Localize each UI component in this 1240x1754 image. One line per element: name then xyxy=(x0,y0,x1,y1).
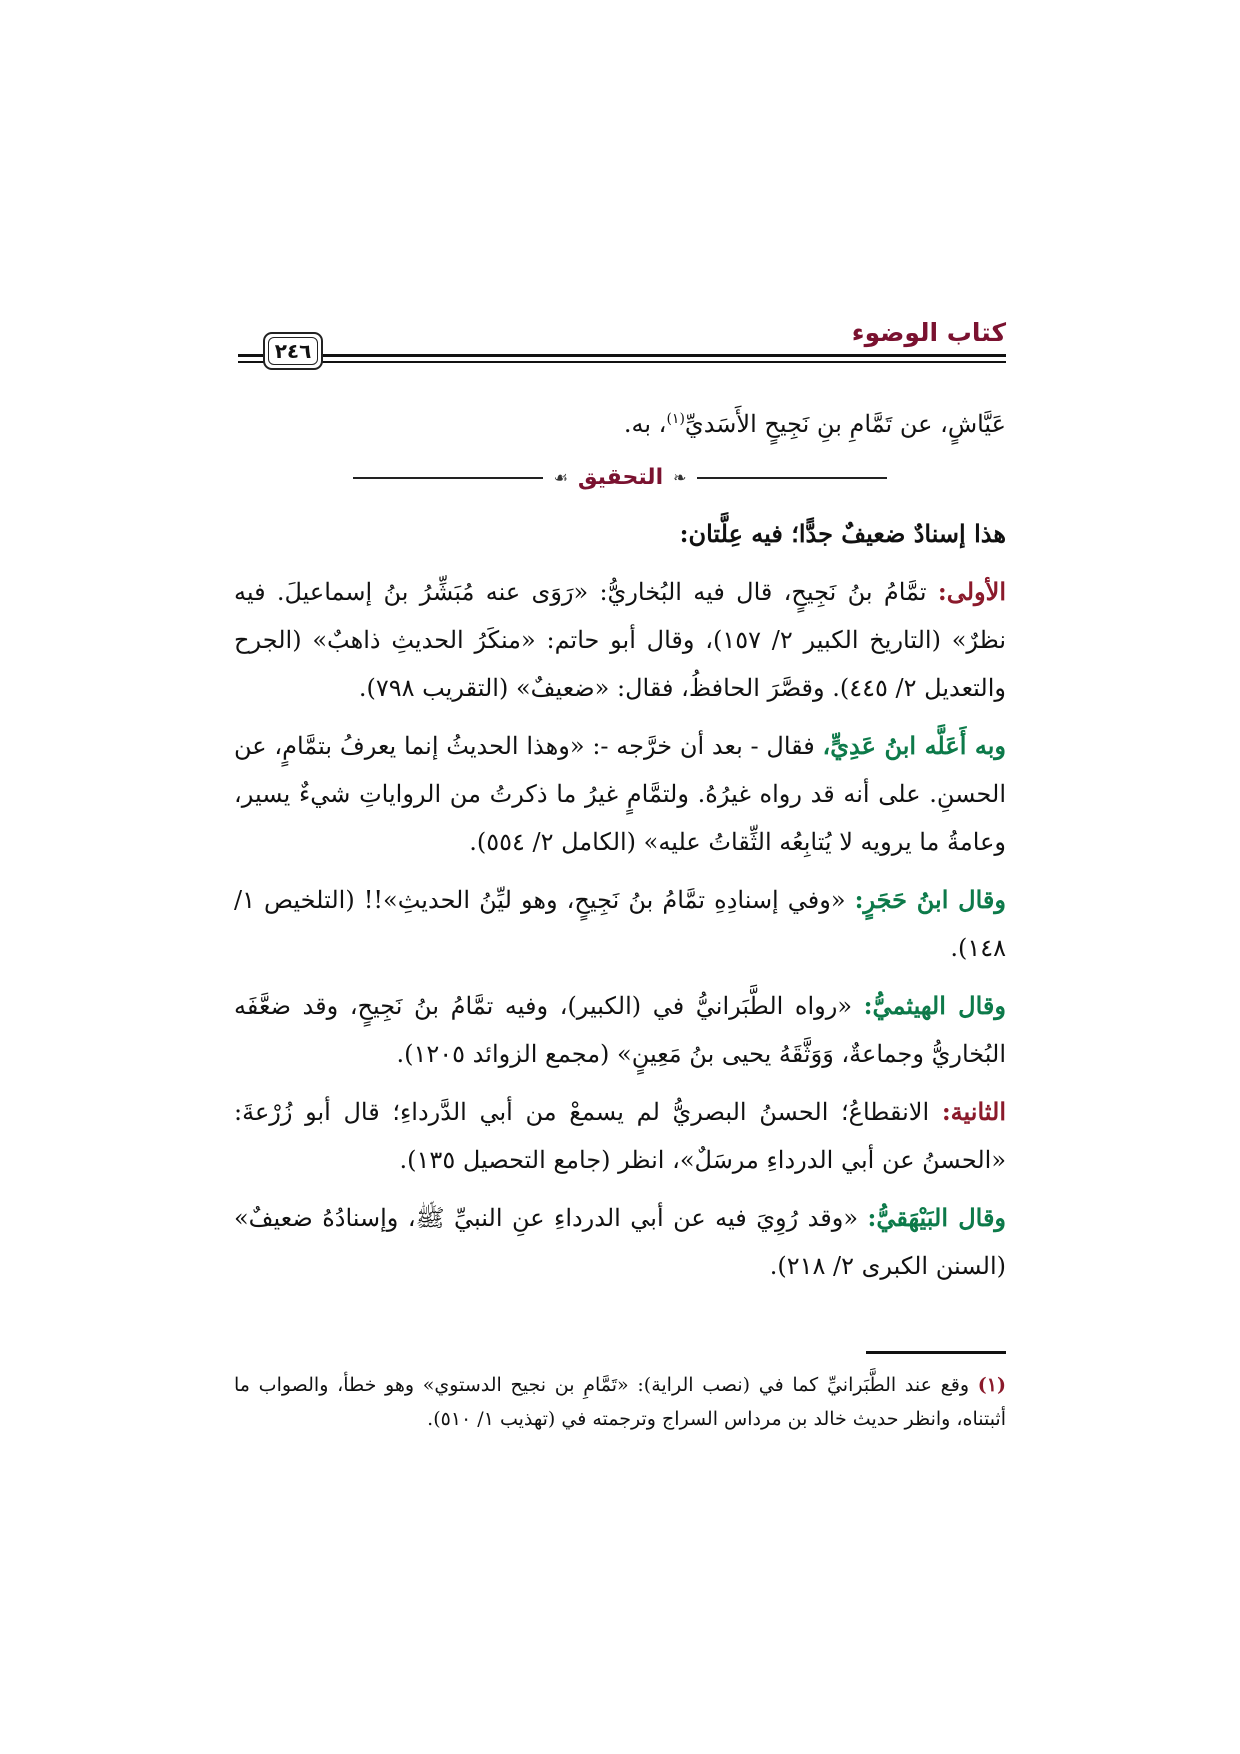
footnote-ref[interactable]: (١) xyxy=(666,411,685,427)
section-title: التحقيق xyxy=(577,465,664,490)
header-rule xyxy=(238,354,1006,357)
ornament-icon: ❧ xyxy=(673,468,687,487)
book-title: كتاب الوضوء xyxy=(851,318,1006,347)
section-divider xyxy=(234,458,1006,498)
page-header xyxy=(238,318,1006,378)
paragraph-lead: وقال البَيْهَقيُّ: xyxy=(867,1203,1007,1232)
verdict-line: هذا إسنادٌ ضعيفٌ جدًّا؛ فيه عِلَّتان: xyxy=(679,519,1006,548)
opening-line: عَيَّاشٍ، عن تَمَّامِ بنِ نَجِيحٍ الأَسَديِّ$^{(١)}$، به. xyxy=(623,410,1006,438)
paragraph: وبه أَعَلَّه ابنُ عَدِيٍّ، فقال - بعد أن خرَّجه -: «وهذا الحديثُ إنما يعرفُ بتمَّامٍ، عن الحسنِ. على أنه قد رواه غيرُهُ. ولتمَّامٍ غيرُ ما ذكرتُ من الرواياتِ شيءٌ يسير، وعامةُ ما يرويه لا يُتابِعُه الثِّقاتُ عليه» (الكامل ٢/ ٥٥٤). xyxy=(234,731,1006,856)
footnote-number: (١) xyxy=(977,1374,1006,1396)
paragraph: وقال ابنُ حَجَرٍ: «وفي إسنادِهِ تمَّامُ بنُ نَجِيحٍ، وهو ليِّنُ الحديثِ»!! (التلخيص ١/ ١٤٨). xyxy=(234,885,1006,962)
paragraph-lead: وقال ابنُ حَجَرٍ: xyxy=(854,885,1006,914)
page-number: ٢٤٦ xyxy=(263,332,323,370)
divider-line xyxy=(697,477,887,479)
paragraph: وقال البَيْهَقيُّ: «وقد رُوِيَ فيه عن أبي الدرداءِ عنِ النبيِّ ﷺ، وإسنادُهُ ضعيفٌ» (السنن الكبرى ٢/ ٢١٨). xyxy=(234,1203,1007,1280)
paragraph-lead: الثانية: xyxy=(941,1097,1006,1126)
paragraph-lead: وبه أَعَلَّه ابنُ عَدِيٍّ، xyxy=(822,731,1006,760)
paragraph: الأولى: تمَّامُ بنُ نَجِيحٍ، قال فيه البُخاريُّ: «رَوَى عنه مُبَشِّرُ بنُ إسماعيلَ. فيه نظرٌ» (التاريخ الكبير ٢/ ١٥٧)، وقال أبو حاتم: «منكَرُ الحديثِ ذاهبٌ» (الجرح والتعديل ٢/ ٤٤٥). وقصَّرَ الحافظُ، فقال: «ضعيفٌ» (التقريب ٧٩٨). xyxy=(234,577,1006,702)
paragraph: وقال الهيثميُّ: «رواه الطَّبَرانيُّ في (الكبير)، وفيه تمَّامُ بنُ نَجِيحٍ، وقد ضعَّفَه البُخاريُّ وجماعةٌ، وَوَثَّقَهُ يحيى بنُ مَعِينٍ» (مجمع الزوائد ١٢٠٥). xyxy=(234,991,1006,1068)
footnote-rule xyxy=(866,1351,1006,1354)
paragraph-lead: وقال الهيثميُّ: xyxy=(863,991,1006,1020)
header-rule-thin xyxy=(238,361,1006,363)
paragraph-lead: الأولى: xyxy=(937,577,1006,606)
paragraph: الثانية: الانقطاعُ؛ الحسنُ البصريُّ لم يسمعْ من أبي الدَّرداءِ؛ قال أبو زُرْعةَ: «الحسنُ عن أبي الدرداءِ مرسَلٌ»، انظر (جامع التحصيل ١٣٥). xyxy=(234,1097,1006,1174)
main-text xyxy=(234,400,1006,1300)
divider-line xyxy=(353,477,543,479)
ornament-icon: ☙ xyxy=(553,468,568,487)
footnote: (١) وقع عند الطَّبَرانيِّ كما في (نصب الراية): «تَمَّامِ بن نجيح الدستوي» وهو خطأ، والصواب ما أثبتناه، وانظر حديث خالد بن مرداس السراج وترجمته في (تهذيب ١/ ٥١٠). xyxy=(234,1374,1006,1430)
